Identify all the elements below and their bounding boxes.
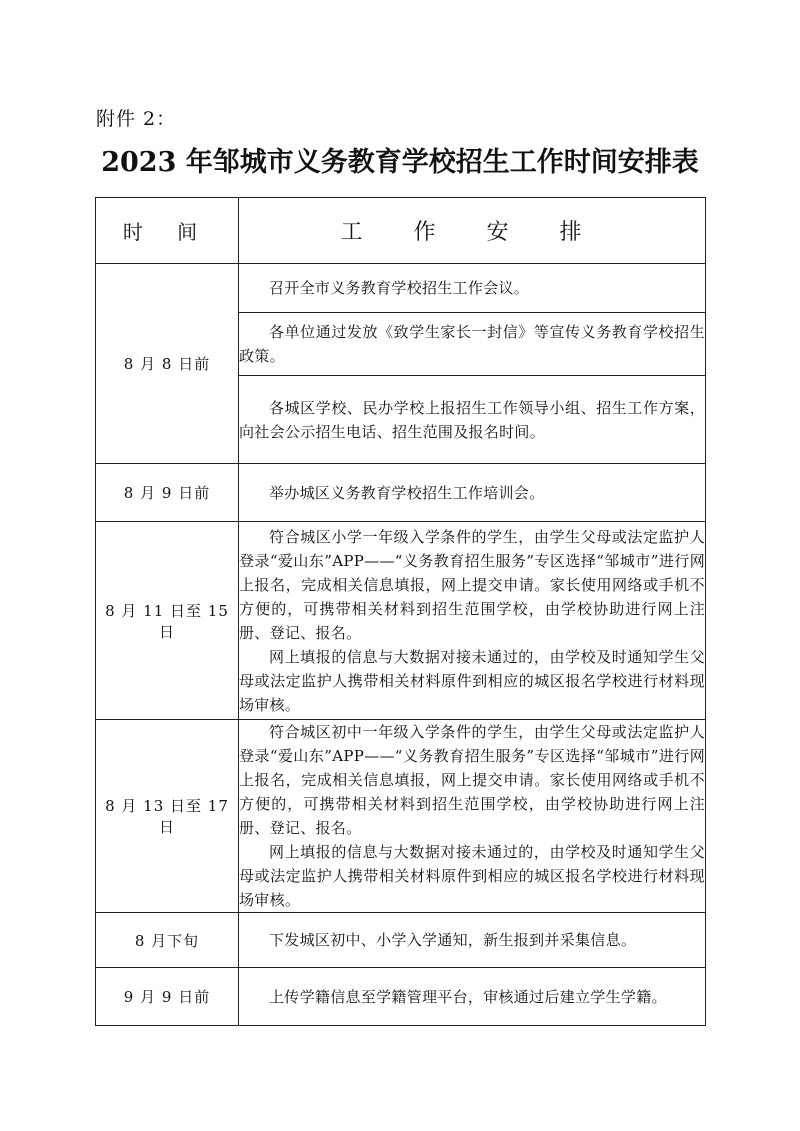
date-cell: 8 月 13 日至 17 日: [96, 720, 239, 913]
header-work-arrangement: 工 作 安 排: [239, 198, 706, 264]
date-cell: 8 月下旬: [96, 913, 239, 968]
task-paragraph: 上传学籍信息至学籍管理平台，审核通过后建立学生学籍。: [269, 987, 667, 1006]
task-cell: [239, 720, 706, 913]
table-header-row: [96, 198, 706, 264]
table-row: [96, 913, 706, 968]
table-row: [96, 464, 706, 522]
table-row: [96, 522, 706, 720]
task-paragraph: 网上填报的信息与大数据对接未通过的，由学校及时通知学生父母或法定监护人携带相关材料原件到相应的城区报名学校进行材料现场审核。: [239, 647, 705, 714]
task-cell: [239, 376, 706, 464]
task-cell: [239, 264, 706, 313]
task-paragraph: 符合城区初中一年级入学条件的学生，由学生父母或法定监护人登录“爱山东”APP——“义务教育招生服务”专区选择“邹城市”进行网上报名，完成相关信息填报，网上提交申请。家长使用网络或手机不方便的，可携带相关材料到招生范围学校，由学校协助进行网上注册、登记、报名。: [239, 723, 705, 837]
date-cell: 8 月 8 日前: [96, 264, 239, 464]
task-paragraph: 各单位通过发放《致学生家长一封信》等宣传义务教育学校招生政策。: [239, 323, 705, 365]
schedule-table: [95, 197, 706, 1026]
date-cell: 8 月 11 日至 15 日: [96, 522, 239, 720]
date-cell: 8 月 9 日前: [96, 464, 239, 522]
task-cell: [239, 522, 706, 720]
document-title: 2023 年邹城市义务教育学校招生工作时间安排表: [101, 147, 699, 178]
task-paragraph: 网上填报的信息与大数据对接未通过的，由学校及时通知学生父母或法定监护人携带相关材料原件到相应的城区报名学校进行材料现场审核。: [239, 843, 705, 909]
task-cell: [239, 968, 706, 1026]
task-paragraph: 举办城区义务教育学校招生工作培训会。: [269, 483, 545, 502]
task-paragraph: 各城区学校、民办学校上报招生工作领导小组、招生工作方案，向社会公示招生电话、招生范围及报名时间。: [239, 398, 705, 441]
table-row: [96, 968, 706, 1026]
task-cell: [239, 313, 706, 376]
task-paragraph: 下发城区初中、小学入学通知，新生报到并采集信息。: [269, 931, 637, 949]
task-paragraph: 符合城区小学一年级入学条件的学生，由学生父母或法定监护人登录“爱山东”APP——“义务教育招生服务”专区选择“邹城市”进行网上报名，完成相关信息填报，网上提交申请。家长使用网络或手机不方便的，可携带相关材料到招生范围学校，由学校协助进行网上注册、登记、报名。: [239, 527, 705, 642]
table-row: [96, 264, 706, 313]
date-cell: 9 月 9 日前: [96, 968, 239, 1026]
attachment-label: 附件 2：: [96, 108, 177, 130]
task-cell: [239, 464, 706, 522]
task-paragraph: 召开全市义务教育学校招生工作会议。: [269, 279, 530, 297]
task-cell: [239, 913, 706, 968]
header-time: 时 间: [96, 198, 239, 264]
table-row: [96, 720, 706, 913]
